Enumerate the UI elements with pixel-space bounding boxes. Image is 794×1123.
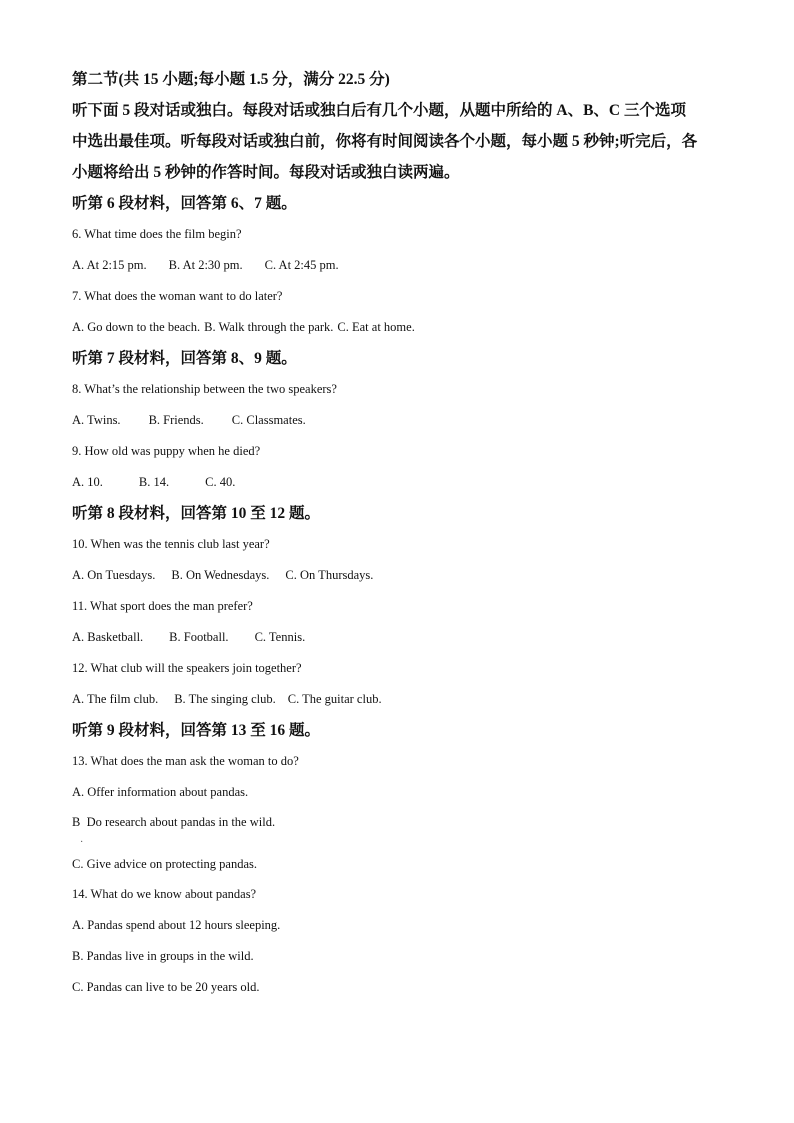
option: B. Walk through the park.: [204, 320, 334, 334]
group-header: 听第 7 段材料，回答第 8、9 题。: [72, 350, 297, 367]
option: B. Football.: [169, 630, 229, 644]
option: A. Twins.: [72, 413, 121, 427]
section-instructions: [72, 95, 732, 188]
instruction-line: 小题将给出 5 秒钟的作答时间。每段对话或独白读两遍。: [72, 164, 460, 181]
stray-dot: ·: [80, 837, 84, 848]
question-text: 12. What club will the speakers join together?: [72, 661, 302, 675]
question-text: 14. What do we know about pandas?: [72, 887, 257, 901]
instruction-line: 中选出最佳项。听每段对话或独白前，你将有时间阅读各个小题，每小题 5 秒钟;听完后，各: [72, 133, 698, 150]
options-row: [72, 250, 732, 281]
option: A. 10.: [72, 475, 103, 489]
group-header: 听第 8 段材料，回答第 10 至 12 题。: [72, 505, 321, 522]
options-row: [72, 622, 732, 653]
option: A. Basketball.: [72, 630, 144, 644]
option: B. 14.: [138, 475, 170, 489]
group-header: 听第 9 段材料，回答第 13 至 16 题。: [72, 722, 321, 739]
question-text: 10. When was the tennis club last year?: [72, 537, 270, 551]
option: A. Go down to the beach.: [72, 320, 201, 334]
option: A. At 2:15 pm.: [72, 258, 147, 272]
option: C. On Thursdays.: [285, 568, 374, 582]
option: C. Classmates.: [231, 413, 306, 427]
section-title: 第二节(共 15 小题;每小题 1.5 分，满分 22.5 分): [72, 71, 390, 88]
options-row: [72, 467, 732, 498]
option-line: B Do research about pandas in the wild.: [72, 814, 276, 829]
option-line: C. Pandas can live to be 20 years old.: [72, 980, 260, 994]
option-line: C. Give advice on protecting pandas.: [72, 856, 258, 871]
option-line: A. Pandas spend about 12 hours sleeping.: [72, 918, 281, 932]
option: C. At 2:45 pm.: [264, 258, 339, 272]
option: B. On Wednesdays.: [171, 568, 270, 582]
option: C. The guitar club.: [287, 692, 382, 706]
option: B. The singing club.: [174, 692, 276, 706]
option: A. On Tuesdays.: [72, 568, 156, 582]
group-header: 听第 6 段材料，回答第 6、7 题。: [72, 195, 297, 212]
exam-page: [72, 64, 732, 1003]
option: C. Tennis.: [254, 630, 306, 644]
options-row: [72, 560, 732, 591]
question-text: 7. What does the woman want to do later?: [72, 289, 283, 303]
options-row: [72, 405, 732, 436]
options-row: [72, 684, 732, 715]
options-row: [72, 312, 732, 343]
question-text: 11. What sport does the man prefer?: [72, 599, 253, 613]
option: B. Friends.: [148, 413, 204, 427]
question-text: 9. How old was puppy when he died?: [72, 444, 261, 458]
option: C. Eat at home.: [337, 320, 415, 334]
option: A. The film club.: [72, 692, 159, 706]
instruction-line: 听下面 5 段对话或独白。每段对话或独白后有几个小题，从题中所给的 A、B、C 三个选项: [72, 102, 686, 119]
option: C. 40.: [205, 475, 236, 489]
question-text: 13. What does the man ask the woman to do?: [72, 754, 299, 768]
option: B. At 2:30 pm.: [168, 258, 243, 272]
option-line: B. Pandas live in groups in the wild.: [72, 949, 254, 963]
option-line: A. Offer information about pandas.: [72, 784, 249, 799]
question-text: 6. What time does the film begin?: [72, 227, 242, 241]
question-text: 8. What’s the relationship between the two speakers?: [72, 382, 337, 396]
